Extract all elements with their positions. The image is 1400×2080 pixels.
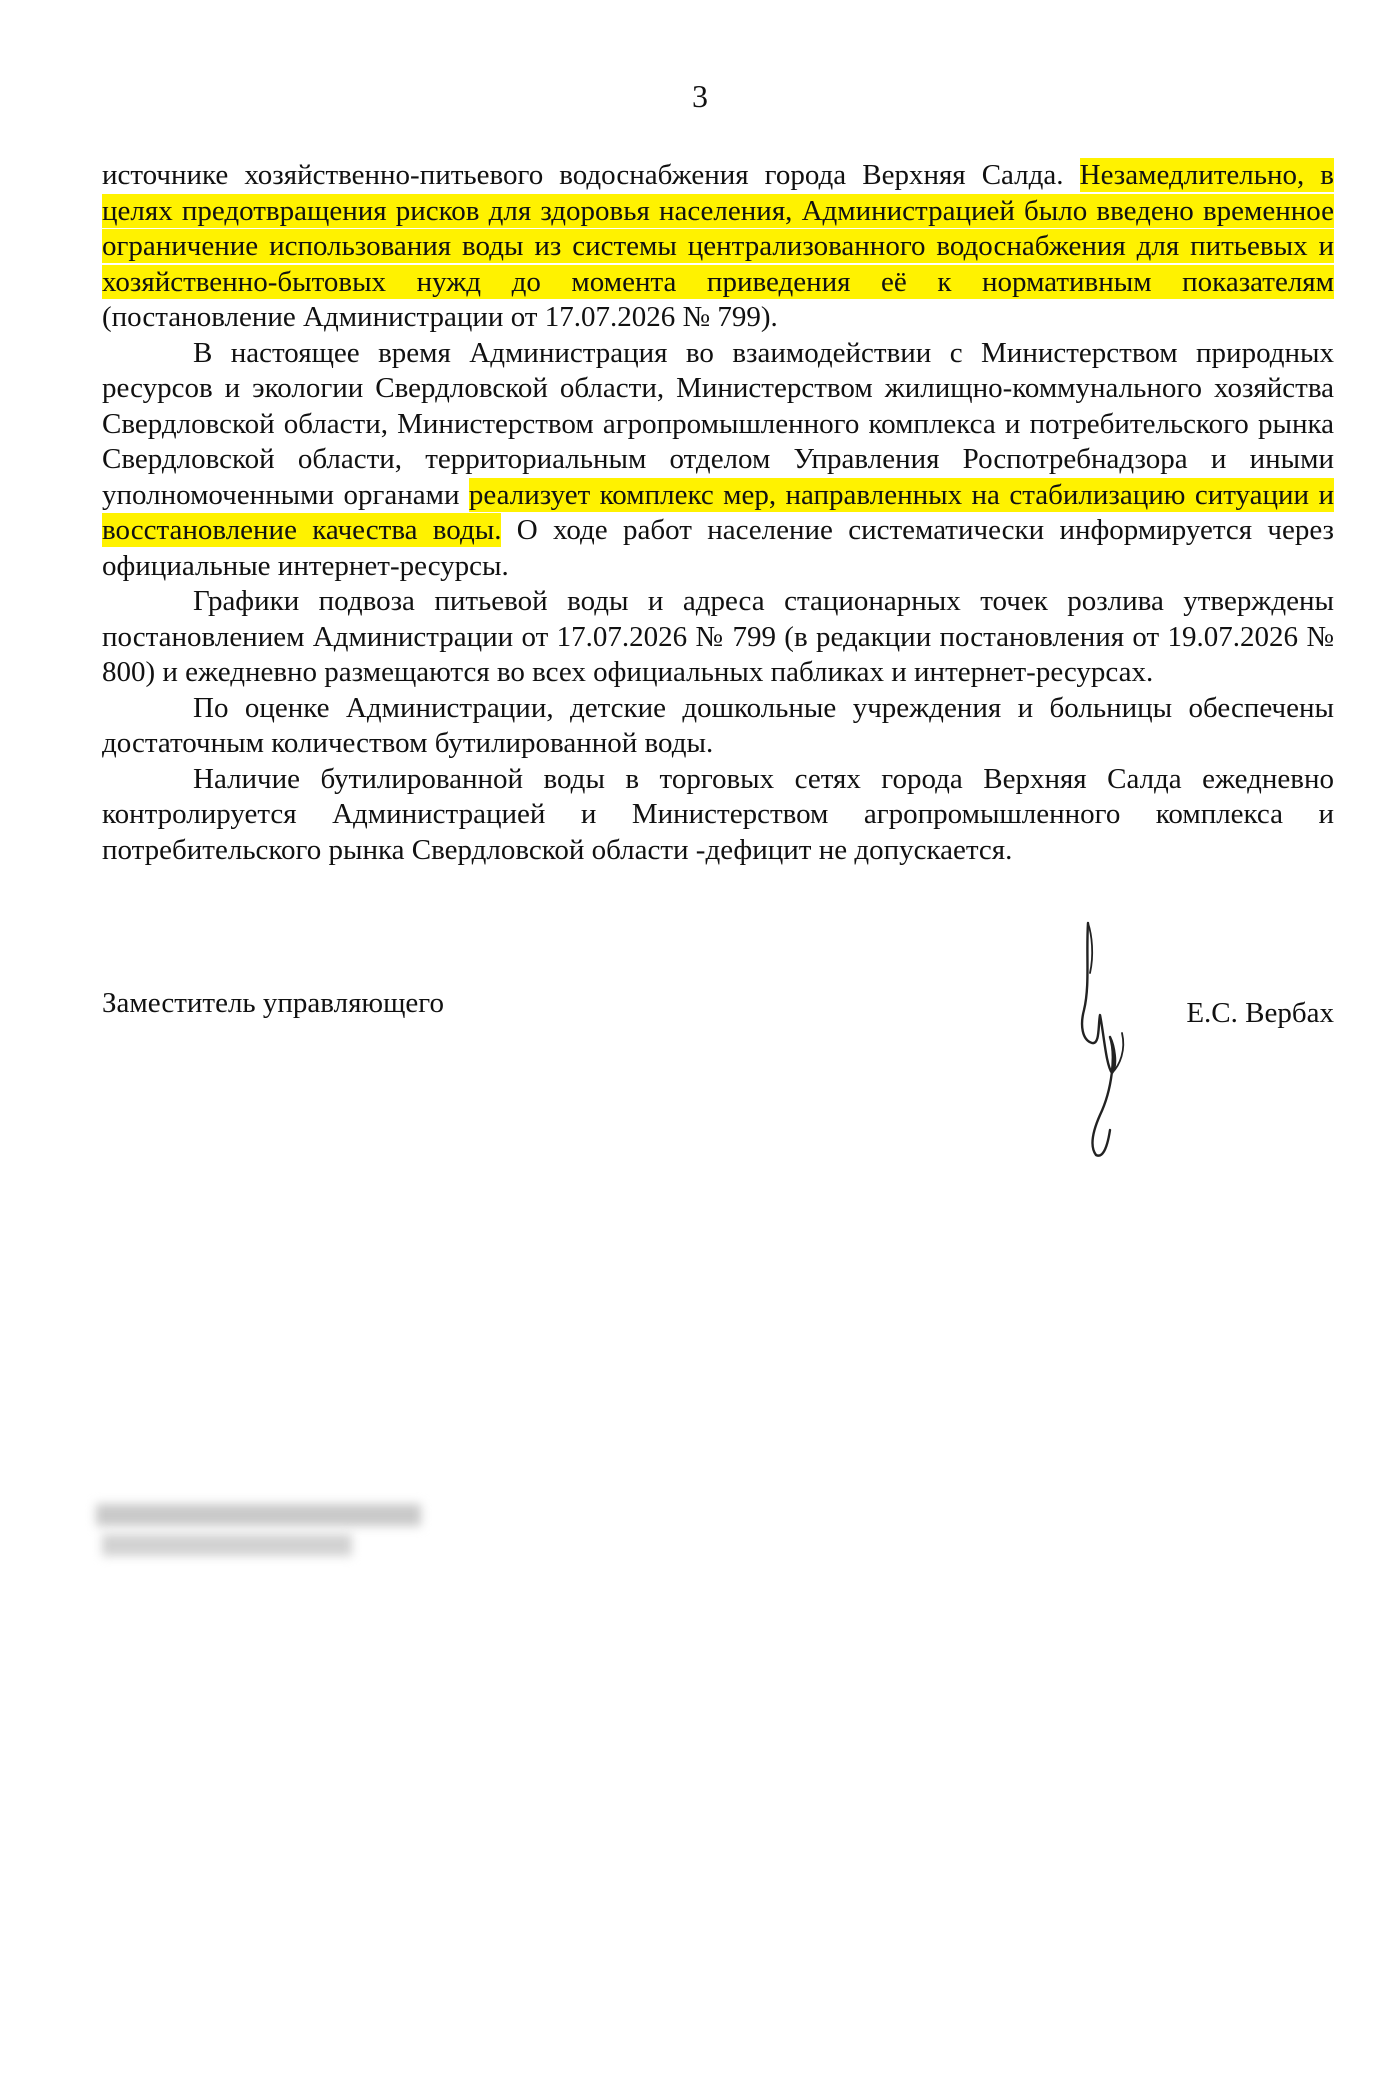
paragraph-delivery-schedule: Графики подвоза питьевой воды и адреса стационарных точек розлива утверждены постановлением Администрации от 17.07.2026 № 799 (в редакции постановления от 19.07.2026 № 800) и ежедневно размещаются во всех официальных пабликах и интернет-ресурсах. (102, 585, 1334, 688)
handwritten-signature (1060, 915, 1180, 1165)
redacted-executor-info (96, 1500, 426, 1562)
paragraph-text: В настоящее время Администрация во взаимодействии с Министерством природных ресурсов и экологии Свердловской области, Министерством жилищно-коммунального хозяйства Свердловской области, Министерством агропромышленного комплекса и потребительского рынка Свердловской области, территориальным отделом Управления Роспотребнадзора и иными уполномоченными органами (102, 336, 1334, 511)
highlighted-text: реализует комплекс мер, направленных на стабилизацию ситуации и восстановление качества воды. (102, 478, 1334, 546)
redacted-line (96, 1504, 421, 1526)
letter-body (102, 158, 1334, 868)
paragraph-measures (102, 336, 1334, 585)
paragraph-water-restriction (102, 158, 1334, 336)
paragraph-text: (постановление Администрации от 17.07.2026 № 799). (102, 301, 778, 333)
signatory-name: Е.С. Вербах (1186, 997, 1334, 1029)
paragraph-institutions: По оценке Администрации, детские дошкольные учреждения и больницы обеспечены достаточным количеством бутилированной воды. (102, 691, 1334, 759)
redacted-line (102, 1534, 352, 1556)
page-number: 3 (692, 78, 708, 114)
paragraph-retail-supply: Наличие бутилированной воды в торговых сетях города Верхняя Салда ежедневно контролируется Администрацией и Министерством агропромышленного комплекса и потребительского рынка Свердловской области -дефицит не допускается. (102, 762, 1334, 866)
signatory-position: Заместитель управляющего (102, 987, 444, 1019)
paragraph-text: О ходе работ население систематически информируется через официальные интернет-ресурсы. (102, 514, 1334, 582)
paragraph-text: источнике хозяйственно-питьевого водоснабжения города Верхняя Салда. (102, 159, 1080, 191)
highlighted-text: Незамедлительно, в целях предотвращения рисков для здоровья населения, Администрацией было введено временное ограничение использования воды из системы централизованного водоснабжения для питьевых и хозяйственно-бытовых нужд до момента приведения её к нормативным показателям (102, 159, 1334, 298)
